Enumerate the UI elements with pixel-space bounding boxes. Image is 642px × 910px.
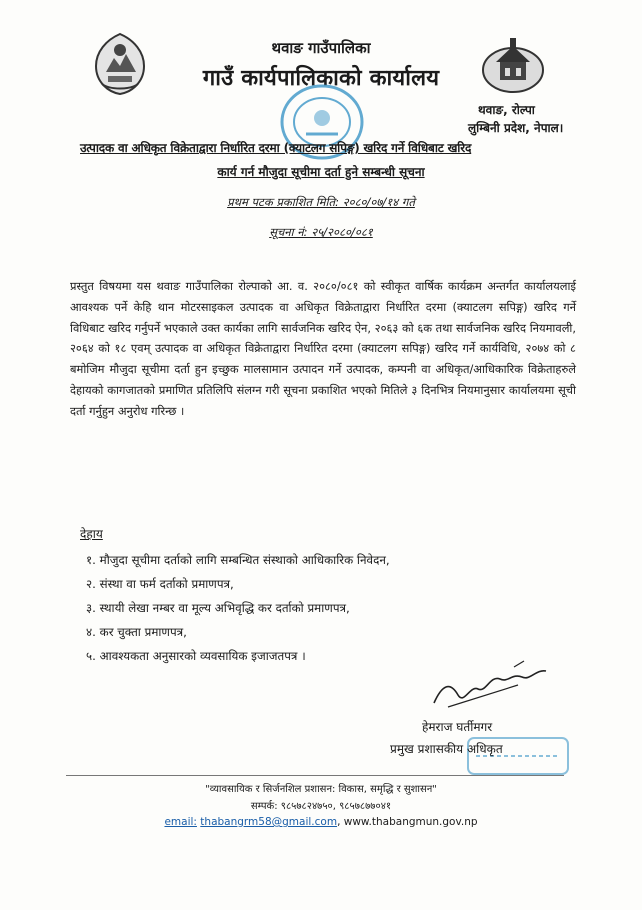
- website-link[interactable]: , www.thabangmun.gov.np: [337, 816, 478, 828]
- notice-body: प्रस्तुत विषयमा यस थवाङ गाउँपालिका रोल्पाको आ. व. २०८०/०८१ को स्वीकृत वार्षिक कार्यक्रम अन्तर्गत कार्यालयलाई आवश्यक पर्ने केहि थान मोटरसाइकल उत्पादक वा अधिकृत विक्रेताद्वारा निर्धारित दरमा (क्याटलग सपिङ्ग) खरिद गर्ने विधिबाट खरिद गर्नुपर्ने भएकाले उक्त कार्यका लागि सार्वजनिक खरिद ऐन, २०६३ को ६क तथा सार्वजनिक खरिद नियमावली, २०६४ को १८ एवम् उत्पादक वा अधिकृत विक्रेताद्वारा निर्धारित दरमा (क्याटलग सपिङ्ग) खरिद गर्ने कार्यविधि, २०७४ को ८ बमोजिम मौजुदा सूचीमा दर्ता हुन इच्छुक मालसामान उत्पादन गर्ने उत्पादक, कम्पनी वा अधिकृत/आधिकारिक विक्रेताहरुले देहायको कागजातको प्रमाणित प्रतिलिपि संलग्न गरी सूचना प्रकाशित भएको मितिले ३ दिनभित्र नियमानुसार कार्यालयमा सूची दर्ता गर्नुहुन अनुरोध गरिन्छ ।: [70, 279, 576, 418]
- address-district: थवाङ, रोल्पा: [478, 103, 535, 117]
- signature-icon: [428, 655, 558, 715]
- email-link[interactable]: thabangrm58@gmail.com: [200, 816, 338, 828]
- list-item: ५. आवश्यकता अनुसारको व्यवसायिक इजाजतपत्र ।: [86, 649, 306, 663]
- notice-subject-line1: उत्पादक वा अधिकृत विक्रेताद्वारा निर्धारित दरमा (क्याटलग सपिङ्ग) खरिद गर्ने विधिबाट खरिद: [80, 141, 472, 155]
- address-province: लुम्बिनी प्रदेश, नेपाल।: [468, 121, 564, 135]
- list-item: ४. कर चुक्ता प्रमाणपत्र,: [86, 625, 187, 639]
- list-item: १. मौजुदा सूचीमा दर्ताको लागि सम्बन्धित संस्थाको आधिकारिक निवेदन,: [86, 553, 390, 567]
- footer-divider: [66, 775, 564, 776]
- footer-contact: [0, 816, 642, 828]
- signatory-title: प्रमुख प्रशासकीय अधिकृत: [390, 742, 503, 756]
- documents-heading: देहाय: [80, 527, 103, 541]
- municipality-name: थवाङ गाउँपालिका: [271, 39, 371, 57]
- office-name: गाउँ कार्यपालिकाको कार्यालय: [202, 66, 440, 91]
- footer-slogan: "व्यावसायिक र सिर्जनशिल प्रशासन: विकास, समृद्धि र सुशासन": [205, 784, 437, 795]
- list-item: ३. स्थायी लेखा नम्बर वा मूल्य अभिवृद्धि कर दर्ताको प्रमाणपत्र,: [86, 601, 350, 615]
- signatory-name: हेमराज घर्तीमगर: [422, 720, 493, 734]
- documents-list: [86, 548, 390, 668]
- notice-subject-line2: कार्य गर्न मौजुदा सूचीमा दर्ता हुने सम्बन्धी सूचना: [217, 165, 425, 179]
- email-label: email:: [164, 816, 197, 828]
- notice-number: सूचना नं: २५/२०८०/०८१: [269, 225, 373, 239]
- footer-phone: सम्पर्क: ९८५७८२४७५०, ९८५७८७७०४१: [250, 801, 392, 812]
- list-item: २. संस्था वा फर्म दर्ताको प्रमाणपत्र,: [86, 577, 234, 591]
- publication-date: प्रथम पटक प्रकाशित मिति: २०८०/०७/१४ गते: [227, 195, 415, 209]
